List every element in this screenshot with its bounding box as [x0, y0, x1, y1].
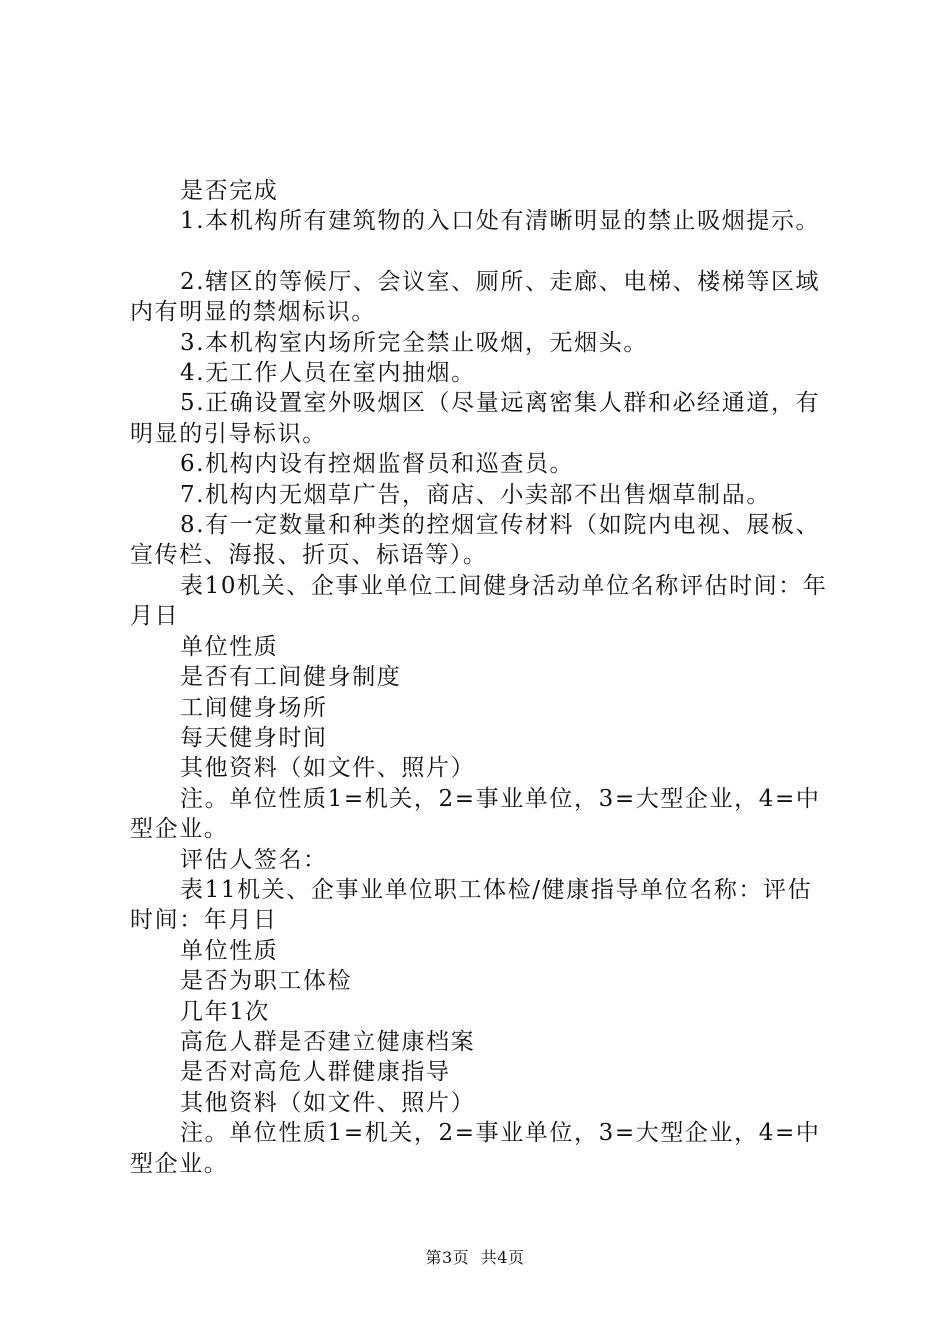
- paragraph-staff-checkup: 是否为职工体检: [180, 968, 353, 995]
- page-footer: [0, 1245, 950, 1268]
- paragraph-item-2: 2.辖区的等候厅、会议室、厕所、走廊、电梯、楼梯等区域内有明显的禁烟标识。: [130, 268, 821, 326]
- document-body: [130, 176, 830, 1179]
- paragraph-item-7: 7.机构内无烟草广告，商店、小卖部不出售烟草制品。: [180, 481, 771, 508]
- paragraph-completion-header: 是否完成: [180, 178, 279, 204]
- paragraph-item-1: 1.本机构所有建筑物的入口处有清晰明显的禁止吸烟提示。: [180, 208, 821, 235]
- paragraph-other-materials-2: 其他资料（如文件、照片）: [180, 1089, 476, 1116]
- paragraph-table-10-title: 表10机关、企事业单位工间健身活动单位名称评估时间：年月日: [130, 572, 828, 630]
- page-number: 第3页: [425, 1248, 470, 1267]
- paragraph-item-3: 3.本机构室内场所完全禁止吸烟，无烟头。: [180, 329, 648, 356]
- paragraph-other-materials: 其他资料（如文件、照片）: [180, 755, 476, 782]
- paragraph-item-4: 4.无工作人员在室内抽烟。: [180, 360, 476, 387]
- paragraph-health-records: 高危人群是否建立健康档案: [180, 1028, 476, 1055]
- paragraph-health-guidance: 是否对高危人群健康指导: [180, 1059, 451, 1086]
- paragraph-item-6: 6.机构内设有控烟监督员和巡查员。: [180, 451, 575, 478]
- paragraph-item-8: 8.有一定数量和种类的控烟宣传材料（如院内电视、展板、宣传栏、海报、折页、标语等）。: [130, 512, 821, 569]
- paragraph-note: 注。单位性质1=机关，2=事业单位，3=大型企业，4=中型企业。: [130, 785, 821, 843]
- page-total: 共4页: [480, 1248, 525, 1267]
- paragraph-item-5: 5.正确设置室外吸烟区（尽量远离密集人群和必经通道，有明显的引导标识。: [130, 390, 821, 447]
- paragraph-note-2: 注。单位性质1=机关，2=事业单位，3=大型企业，4=中型企业。: [130, 1120, 821, 1177]
- paragraph-table-11-title: 表11机关、企事业单位职工体检/健康指导单位名称：评估时间：年月日: [130, 876, 813, 934]
- paragraph-unit-nature: 单位性质: [180, 633, 279, 660]
- paragraph-fitness-venue: 工间健身场所: [180, 694, 328, 721]
- paragraph-unit-nature-2: 单位性质: [180, 937, 279, 964]
- paragraph-assessor-signature: 评估人签名：: [180, 846, 328, 873]
- paragraph-checkup-frequency: 几年1次: [180, 998, 271, 1025]
- paragraph-fitness-system: 是否有工间健身制度: [180, 664, 402, 691]
- paragraph-daily-fitness-time: 每天健身时间: [180, 724, 328, 751]
